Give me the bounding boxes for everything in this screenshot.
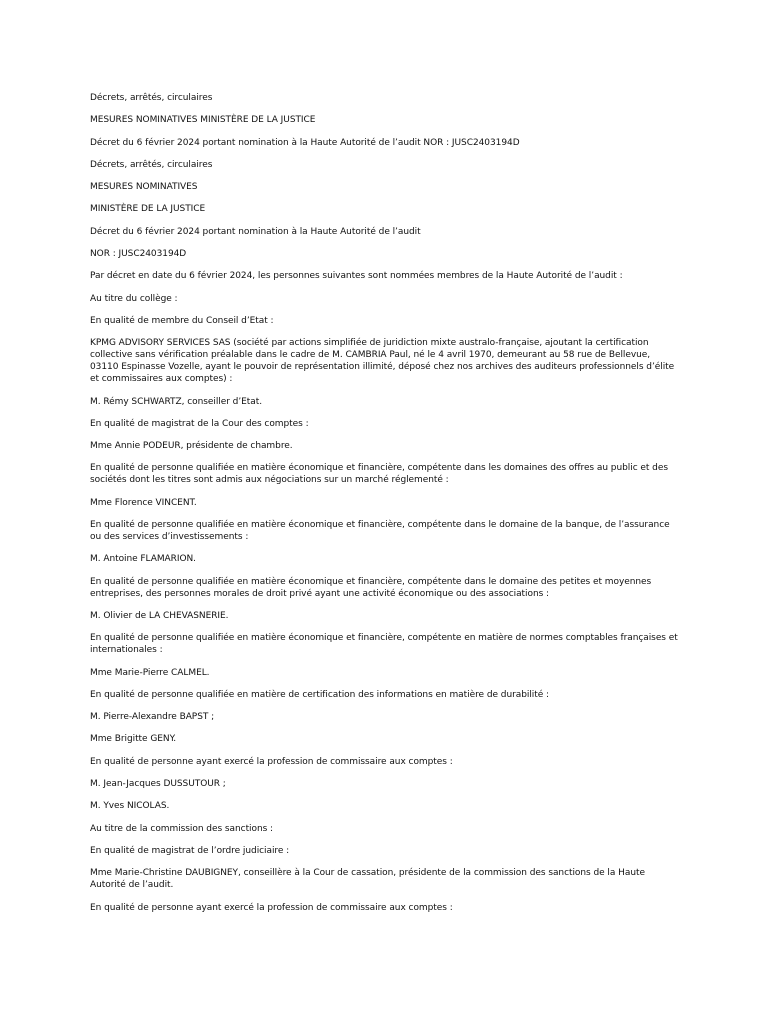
section-heading: MESURES NOMINATIVES MINISTÈRE DE LA JUSTICE [90, 115, 316, 126]
body-paragraph: En qualité de personne ayant exercé la profession de commissaire aux comptes : [90, 756, 453, 767]
body-paragraph: En qualité de personne qualifiée en matière de certification des informations en matière de durabilité : [90, 689, 549, 700]
body-paragraph: En qualité de personne ayant exercé la profession de commissaire aux comptes : [90, 902, 453, 913]
appointee-name: Mme Florence VINCENT. [90, 497, 197, 508]
section-heading: Décrets, arrêtés, circulaires [90, 159, 213, 170]
body-paragraph: En qualité de personne qualifiée en matière économique et financière, compétente dans les domaines des offres au public et des sociétés dont les titres sont admis aux négociations sur un marché réglementé : [90, 463, 668, 486]
appointee-name: M. Jean-Jacques DUSSUTOUR ; [90, 779, 226, 790]
appointee-name: Mme Marie-Pierre CALMEL. [90, 667, 210, 678]
appointee-name: Mme Brigitte GENY. [90, 734, 177, 745]
body-paragraph: En qualité de personne qualifiée en matière économique et financière, compétente en matière de normes comptables françaises et internationales : [90, 633, 678, 656]
section-heading: MESURES NOMINATIVES [90, 182, 198, 193]
appointee-name: M. Pierre-Alexandre BAPST ; [90, 712, 215, 723]
body-paragraph: Au titre du collège : [90, 293, 178, 304]
appointee-name: M. Rémy SCHWARTZ, conseiller d’Etat. [90, 396, 263, 407]
appointee-name: M. Antoine FLAMARION. [90, 554, 196, 565]
decree-title: Décret du 6 février 2024 portant nomination à la Haute Autorité de l’audit NOR : JUSC2403194D [90, 137, 520, 148]
body-paragraph: En qualité de magistrat de l’ordre judiciaire : [90, 845, 290, 856]
appointee-name: Mme Annie PODEUR, présidente de chambre. [90, 441, 293, 452]
appointee-name: Mme Marie-Christine DAUBIGNEY, conseillère à la Cour de cassation, présidente de la commission des sanctions de la Haute Autorité de l’audit. [90, 868, 645, 891]
decree-title: Décret du 6 février 2024 portant nomination à la Haute Autorité de l’audit [90, 226, 421, 237]
nor-reference: NOR : JUSC2403194D [90, 249, 187, 260]
body-paragraph: En qualité de membre du Conseil d’Etat : [90, 315, 274, 326]
body-paragraph: En qualité de personne qualifiée en matière économique et financière, compétente dans le domaine des petites et moyennes entreprises, des personnes morales de droit privé ayant une activité économique ou des associations : [90, 576, 652, 599]
section-heading: MINISTÈRE DE LA JUSTICE [90, 204, 206, 215]
section-heading: Décrets, arrêtés, circulaires [90, 93, 213, 103]
body-paragraph: Par décret en date du 6 février 2024, les personnes suivantes sont nommées membres de la Haute Autorité de l’audit : [90, 271, 623, 282]
appointee-name: M. Yves NICOLAS. [90, 801, 170, 812]
document-page [90, 92, 680, 924]
appointee-name: M. Olivier de LA CHEVASNERIE. [90, 610, 229, 621]
body-paragraph: En qualité de personne qualifiée en matière économique et financière, compétente dans le domaine de la banque, de l’assurance ou des services d’investissements : [90, 520, 670, 543]
body-paragraph: En qualité de magistrat de la Cour des comptes : [90, 418, 309, 429]
body-paragraph: Au titre de la commission des sanctions : [90, 823, 274, 834]
body-paragraph: KPMG ADVISORY SERVICES SAS (société par actions simplifiée de juridiction mixte australo-française, ajoutant la certification collective sans vérification préalable dans le cadre de M. CAMBRIA Paul, né le 4 avril 1970, demeurant au 58 rue de Bellevue, 03110 Espinasse Vozelle, ayant le pouvoir de représentation illimité, déposé chez nos archives des auditeurs professionnels d’élite et commissaires aux comptes) : [90, 338, 675, 385]
